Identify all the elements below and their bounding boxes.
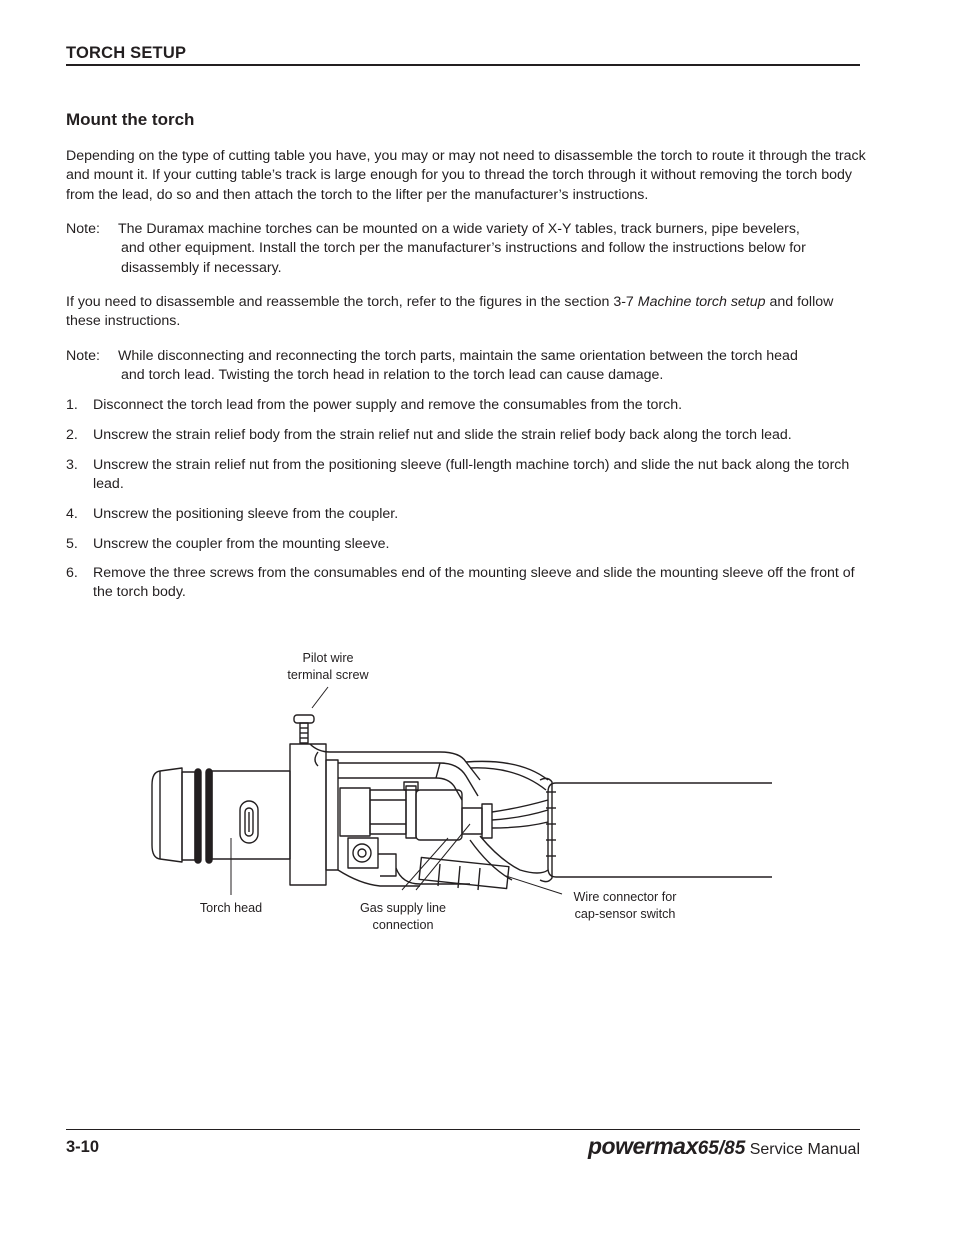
paragraph-2 — [66, 293, 866, 332]
step-text: Unscrew the strain relief nut from the positioning sleeve (full-length machine torch) and slide the nut back along the torch lead. — [93, 457, 850, 493]
callout-line: cap-sensor switch — [574, 907, 676, 921]
paragraph-2-before: If you need to disassemble and reassemble the torch, refer to the figures in the section 3-7 — [66, 294, 638, 310]
note-1-rest: and other equipment. Install the torch per the manufacturer’s instructions and follow the instructions below for disassembly if necessary. — [121, 240, 806, 276]
footer-rule — [66, 1129, 860, 1130]
step-6 — [66, 564, 866, 603]
step-number: 6. — [66, 565, 78, 581]
model-number: 65/85 — [697, 1138, 746, 1159]
gas-leader-2 — [416, 824, 470, 890]
note-2-line1: While disconnecting and reconnecting the torch parts, maintain the same orientation between the torch head — [118, 348, 798, 364]
step-number: 5. — [66, 536, 78, 552]
step-text: Unscrew the positioning sleeve from the coupler. — [93, 506, 399, 522]
page-number: 3-10 — [66, 1138, 100, 1156]
callout-line: terminal screw — [287, 668, 369, 682]
note-1-line1: The Duramax machine torches can be mounted on a wide variety of X-Y tables, track burners, pipe bevelers, — [118, 221, 800, 237]
mounting-block — [290, 744, 326, 885]
step-number: 3. — [66, 457, 78, 473]
note-2 — [66, 347, 856, 386]
note-2-label: Note: — [66, 348, 100, 364]
paragraph-2-after: and follow these instructions. — [66, 294, 834, 330]
callout-line: Gas supply line — [359, 901, 447, 915]
step-text: Unscrew the strain relief body from the strain relief nut and slide the strain relief body back along the torch lead. — [93, 427, 792, 443]
torch-lead — [548, 783, 772, 877]
wire-leader — [506, 876, 562, 894]
connector-1 — [340, 788, 370, 836]
callout-wire-connector — [555, 889, 695, 923]
step-number: 4. — [66, 506, 78, 522]
wire-bundle — [492, 800, 548, 812]
step-2 — [66, 426, 866, 445]
step-text: Disconnect the torch lead from the power supply and remove the consumables from the torch. — [93, 397, 683, 413]
o-ring-2 — [206, 769, 212, 863]
header-rule — [66, 64, 860, 66]
callout-line: Torch head — [199, 901, 263, 915]
step-number: 1. — [66, 397, 78, 413]
step-3 — [66, 456, 866, 495]
step-4 — [66, 505, 866, 524]
torch-illustration — [0, 640, 954, 950]
gas-fitting — [353, 844, 371, 862]
callout-gas-supply — [343, 900, 463, 934]
step-number: 2. — [66, 427, 78, 443]
note-1 — [66, 220, 856, 278]
note-2-rest: and torch lead. Twisting the torch head in relation to the torch lead can cause damage. — [121, 367, 664, 384]
step-text: Unscrew the coupler from the mounting sleeve. — [93, 536, 390, 552]
callout-line: connection — [372, 918, 434, 932]
brand-logo-text: powermax — [587, 1133, 698, 1159]
callout-pilot-wire — [268, 650, 388, 684]
connector-2 — [416, 790, 462, 840]
section-reference: Machine torch setup — [637, 294, 766, 310]
intro-paragraph: Depending on the type of cutting table you have, you may or may not need to disassemble the torch to route it through the track and mount it. If your cutting table’s track is large enough for you to thread the torch through it without removing the torch body from the lead, do so and then attach the torch to the lifter per the manufacturer’s instructions. — [66, 148, 866, 203]
manual-title — [588, 1133, 860, 1160]
section-header: TORCH SETUP — [66, 44, 187, 62]
callout-line: Wire connector for — [573, 890, 677, 904]
torch-figure — [0, 640, 954, 950]
step-5 — [66, 535, 866, 554]
step-1 — [66, 396, 866, 415]
torch-body — [212, 771, 290, 859]
step-text: Remove the three screws from the consumables end of the mounting sleeve and slide the mounting sleeve off the front of the torch body. — [93, 565, 855, 601]
callout-line: Pilot wire — [302, 651, 354, 665]
manual-suffix: Service Manual — [745, 1141, 860, 1158]
pilot-leader — [312, 687, 328, 708]
torch-head-cap — [152, 768, 182, 862]
callout-torch-head — [180, 900, 282, 917]
section-title: Mount the torch — [66, 110, 195, 129]
note-1-label: Note: — [66, 221, 100, 237]
pilot-screw-head — [294, 715, 314, 723]
o-ring-1 — [195, 769, 201, 863]
